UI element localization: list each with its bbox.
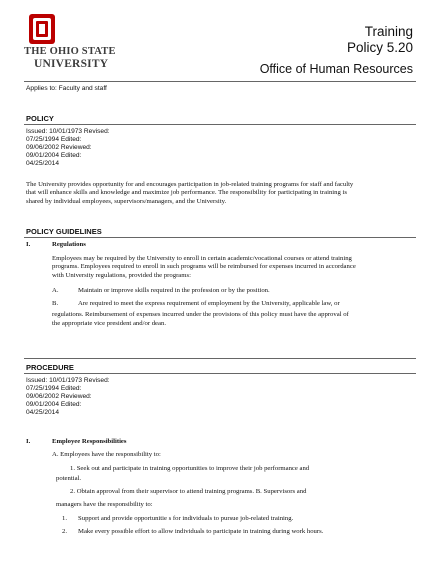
block-o-icon [28,14,56,44]
text-line: The University provides opportunity for and encourages participation in job-related training programs for staff and faculty [26,181,354,188]
date-line: 09/06/2002 Reviewed: [26,393,92,400]
procedure-sub-2-text: Make every possible effort to allow individuals to participate in training during work hours. [78,528,324,535]
procedure-heading: PROCEDURE [26,363,74,372]
item-a-label: A. [52,287,59,294]
policy-heading: POLICY [26,114,54,123]
procedure-divider [24,373,416,374]
text-line: programs. Employees required to enroll in such programs will be reimbursed for expenses incurred in accordance [52,263,356,271]
doc-title: Training [364,24,413,39]
section-number: I. [26,241,31,248]
procedure-sub-1-text: Support and provide opportunitie s for individuals to pursue job-related training. [78,515,294,522]
date-line: 07/25/1994 Edited: [26,385,82,392]
date-line: Issued: 10/01/1973 Revised: [26,128,110,135]
text-line: regulations. Reimbursement of expenses incurred under the provisions of this policy must have the approval of [52,311,349,318]
policy-number: Policy 5.20 [346,40,413,55]
procedure-dates [26,377,110,417]
procedure-item-2-cont: managers have the responsibility to: [56,501,153,508]
date-line: 09/01/2004 Edited: [26,401,82,408]
procedure-item-2: 2. Obtain approval from their supervisor to attend training programs. B. Supervisors and [70,488,307,495]
policy-divider [24,124,416,125]
item-a-text: Maintain or improve skills required in the profession or by the position. [78,287,270,294]
text-line: Employees may be required by the University to enroll in certain academic/vocational courses or attend training [52,255,352,262]
office-name: Office of Human Resources [259,62,413,76]
text-line: that will enhance skills and knowledge and maximize job performance. The responsibility for participating in training is [26,189,347,197]
procedure-sub-1-num: 1. [62,515,68,522]
procedure-sub-2-num: 2. [62,528,68,535]
date-line: Issued: 10/01/1973 Revised: [26,377,110,384]
date-line: 04/25/2014 [26,160,60,167]
item-b-text: Are required to meet the express requirement of employment by the University, applicable law, or [78,300,340,307]
procedure-item-a: A. Employees have the responsibility to: [52,451,161,458]
text-line: the appropriate vice president and/or dean. [52,320,167,328]
procedure-section-title: Employee Responsibilities [52,438,127,445]
procedure-section-number: I. [26,438,31,445]
title-block [260,24,413,77]
header-divider [24,81,416,82]
applies-to: Applies to: Faculty and staff [26,85,107,92]
logo-line1: THE OHIO STATE [24,46,116,57]
guidelines-divider [24,237,416,238]
policy-statement [26,181,418,206]
procedure-item-1-cont: potential. [56,475,82,482]
section-title: Regulations [52,241,86,248]
text-line: shared by individual employees, supervisors/managers, and the University. [26,197,227,205]
date-line: 07/25/1994 Edited: [26,136,82,143]
logo-line2: UNIVERSITY [34,58,109,70]
university-logo [24,14,124,70]
date-line: 09/01/2004 Edited: [26,152,82,159]
item-b-label: B. [52,300,59,307]
policy-dates [26,128,110,168]
guidelines-paragraph [52,255,422,280]
item-b-continued [52,311,422,329]
procedure-item-1: 1. Seek out and participate in training opportunities to improve their job performance and [70,465,310,472]
guidelines-heading: POLICY GUIDELINES [26,227,102,236]
date-line: 09/06/2002 Reviewed: [26,144,92,151]
section-divider [24,358,416,359]
date-line: 04/25/2014 [26,409,60,416]
text-line: with University regulations, provided the programs: [52,271,191,279]
